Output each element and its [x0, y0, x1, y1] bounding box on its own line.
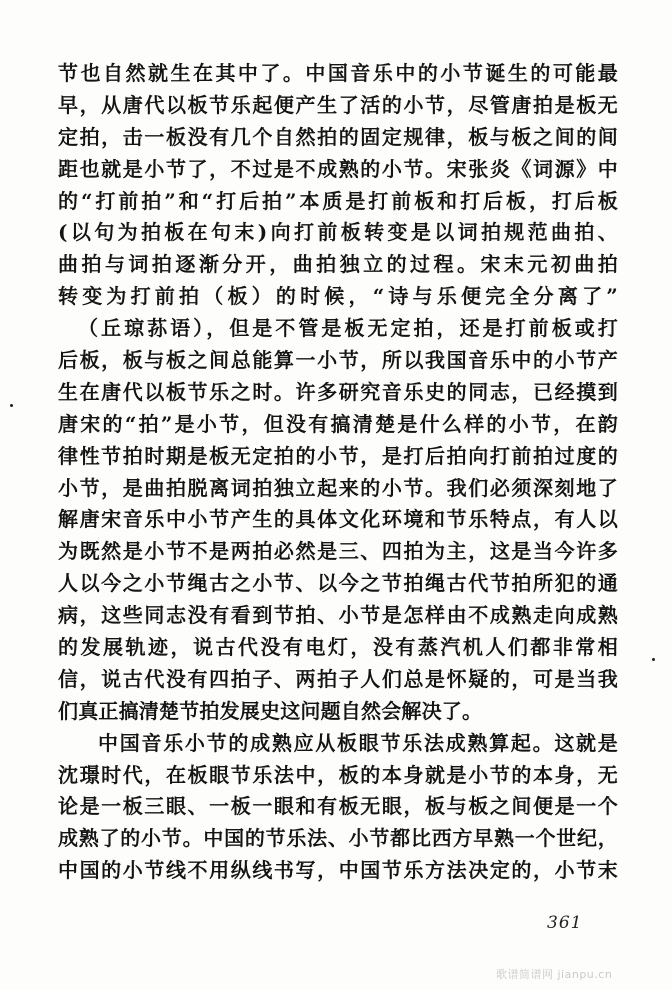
text-line: 距也就是小节了，不过是不成熟的小节。宋张炎《词源》中	[58, 156, 618, 181]
text-line: 的发展轨迹，说古代没有电灯，没有蒸汽机人们都非常相	[58, 635, 618, 660]
text-line: 中国的小节线不用纵线书写，中国节乐方法决定的，小节末	[58, 858, 618, 883]
text-line: 生在唐代以板节乐之时。许多研究音乐史的同志，已经摸到	[58, 379, 618, 404]
text-line: （丘琼荪语），但是不管是板无定拍，还是打前板或打	[78, 316, 618, 341]
margin-mark	[652, 658, 655, 661]
text-line: 的“打前拍”和“打后拍”本质是打前板和打后板，打后板	[58, 188, 618, 213]
text-line: 定拍，击一板没有几个自然拍的固定规律，板与板之间的间	[58, 124, 618, 149]
text-line: 转变为打前拍（板）的时候，“诗与乐便完全分离了”	[58, 284, 618, 309]
text-line: 唐宋的“拍”是小节，但没有搞清楚是什么样的小节，在韵	[58, 411, 618, 436]
body-text	[58, 58, 618, 887]
text-line: 解唐宋音乐中小节产生的具体文化环境和节乐特点，有人以	[58, 507, 618, 532]
text-line: 论是一板三眼、一板一眼和有板无眼，板与板之间便是一个	[58, 794, 618, 819]
text-line: 节也自然就生在其中了。中国音乐中的小节诞生的可能最	[58, 61, 618, 85]
text-line: 人以今之小节绳古之小节、以今之节拍绳古代节拍所犯的通	[58, 571, 618, 596]
margin-mark	[10, 404, 13, 407]
text-line: 早，从唐代以板节乐起便产生了活的小节，尽管唐拍是板无	[58, 92, 618, 117]
page-number: 361	[547, 913, 583, 933]
text-line: 沈璟时代，在板眼节乐法中，板的本身就是小节的本身，无	[58, 762, 618, 787]
text-line: 小节，是曲拍脱离词拍独立起来的小节。我们必须深刻地了	[58, 475, 618, 500]
text-line: 们真正搞清楚节拍发展史这问题自然会解决了。	[58, 698, 483, 723]
text-line: 曲拍与词拍逐渐分开，曲拍独立的过程。宋末元初曲拍	[58, 252, 618, 277]
text-line: 成熟了的小节。中国的节乐法、小节都比西方早熟一个世纪，	[58, 826, 618, 851]
text-line: 病，这些同志没有看到节拍、小节是怎样由不成熟走向成熟	[58, 603, 618, 628]
text-line: 为既然是小节不是两拍必然是三、四拍为主，这是当今许多	[58, 539, 618, 564]
watermark: 歌谱简谱网 jianpu.cn	[496, 968, 613, 981]
text-line: 律性节拍时期是板无定拍的小节，是打后拍向打前拍过度的	[58, 443, 618, 468]
text-line: (以句为拍板在句末)向打前板转变是以词拍规范曲拍、	[58, 220, 618, 245]
text-line: 信，说古代没有四拍子、两拍子人们总是怀疑的，可是当我	[58, 666, 618, 691]
text-line: 中国音乐小节的成熟应从板眼节乐法成熟算起。这就是	[98, 730, 618, 755]
text-line: 后板，板与板之间总能算一小节，所以我国音乐中的小节产	[58, 348, 618, 373]
